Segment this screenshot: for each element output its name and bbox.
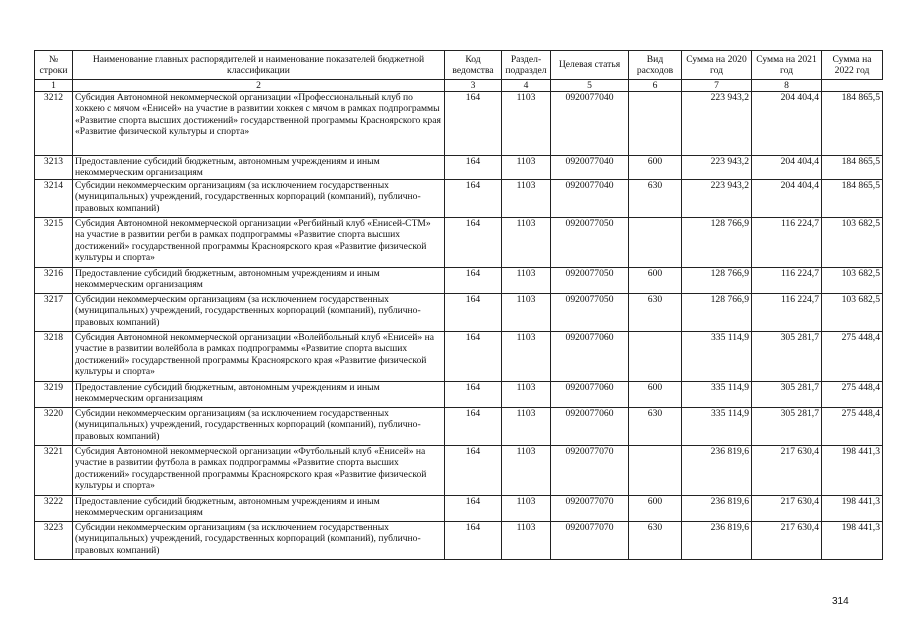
row-target-article: 0920077040 [551,92,629,156]
row-target-article: 0920077060 [551,382,629,408]
row-section: 1103 [502,180,551,218]
row-name: Субсидия Автономной некоммерческой организации «Профессиональный клуб по хоккею с мячом «Енисей» на участие в развитии хоккея с мячом в рамках подпрограммы «Развитие спорта высших достижений» государственной программы Красноярского края «Развитие физической культуры и спорта» [73,92,445,156]
row-sum-2021: 217 630,4 [752,446,822,496]
row-sum-2021: 305 281,7 [752,408,822,446]
row-sum-2022: 275 448,4 [822,382,883,408]
row-sum-2021: 217 630,4 [752,522,822,560]
row-sum-2022: 103 682,5 [822,218,883,268]
table-row [35,332,883,382]
row-number: 3215 [35,218,73,268]
row-number: 3220 [35,408,73,446]
row-sum-2020: 335 114,9 [682,332,752,382]
row-department-code: 164 [445,294,502,332]
budget-table [34,50,883,560]
row-section: 1103 [502,268,551,294]
header-expense-type: Вид расходов [629,51,682,80]
row-number: 3214 [35,180,73,218]
column-number: 3 [445,80,502,92]
row-section: 1103 [502,294,551,332]
row-department-code: 164 [445,446,502,496]
table-row [35,268,883,294]
row-number: 3219 [35,382,73,408]
table-row [35,522,883,560]
row-section: 1103 [502,382,551,408]
row-sum-2020: 223 943,2 [682,180,752,218]
row-expense-type: 600 [629,268,682,294]
row-name: Субсидии некоммерческим организациям (за исключением государственных (муниципальных) учреждений, государственных корпораций (компаний), публично-правовых компаний) [73,408,445,446]
row-sum-2021: 204 404,4 [752,156,822,180]
table-row [35,156,883,180]
row-target-article: 0920077050 [551,218,629,268]
table-row [35,496,883,522]
row-sum-2021: 204 404,4 [752,92,822,156]
row-sum-2020: 128 766,9 [682,268,752,294]
row-name: Субсидии некоммерческим организациям (за исключением государственных (муниципальных) учреждений, государственных корпораций (компаний), публично-правовых компаний) [73,294,445,332]
row-name: Предоставление субсидий бюджетным, автономным учреждениям и иным некоммерческим организациям [73,496,445,522]
row-name: Субсидия Автономной некоммерческой организации «Волейбольный клуб «Енисей» на участие в развитии волейбола в рамках подпрограммы «Развитие спорта высших достижений» государственной программы Красноярского края «Развитие физической культуры и спорта» [73,332,445,382]
row-sum-2020: 223 943,2 [682,156,752,180]
row-section: 1103 [502,408,551,446]
row-target-article: 0920077050 [551,294,629,332]
row-expense-type: 630 [629,522,682,560]
row-target-article: 0920077040 [551,180,629,218]
row-sum-2022: 184 865,5 [822,156,883,180]
row-sum-2022: 275 448,4 [822,332,883,382]
table-row [35,218,883,268]
row-sum-2020: 335 114,9 [682,408,752,446]
row-number: 3216 [35,268,73,294]
row-target-article: 0920077070 [551,522,629,560]
row-section: 1103 [502,496,551,522]
page-number: 314 [832,596,849,607]
row-sum-2021: 116 224,7 [752,218,822,268]
row-name: Субсидия Автономной некоммерческой организации «Регбийный клуб «Енисей-СТМ» на участие в развитии регби в рамках подпрограммы «Развитие спорта высших достижений» государственной программы Красноярского края «Развитие физической культуры и спорта» [73,218,445,268]
row-sum-2020: 223 943,2 [682,92,752,156]
row-target-article: 0920077040 [551,156,629,180]
row-number: 3223 [35,522,73,560]
row-department-code: 164 [445,522,502,560]
row-target-article: 0920077060 [551,332,629,382]
row-section: 1103 [502,332,551,382]
row-sum-2020: 128 766,9 [682,218,752,268]
row-sum-2022: 198 441,3 [822,496,883,522]
row-department-code: 164 [445,332,502,382]
row-expense-type: 600 [629,496,682,522]
table-row [35,294,883,332]
row-expense-type: 600 [629,382,682,408]
header-section: Раздел-подраздел [502,51,551,80]
row-number: 3213 [35,156,73,180]
row-department-code: 164 [445,92,502,156]
row-expense-type: 600 [629,156,682,180]
row-number: 3212 [35,92,73,156]
column-number: 8 [752,80,822,92]
row-number: 3222 [35,496,73,522]
row-section: 1103 [502,522,551,560]
row-sum-2020: 236 819,6 [682,522,752,560]
row-sum-2022: 103 682,5 [822,294,883,332]
table-row [35,446,883,496]
row-target-article: 0920077070 [551,496,629,522]
column-number: 6 [629,80,682,92]
row-expense-type [629,332,682,382]
row-sum-2020: 236 819,6 [682,446,752,496]
row-sum-2022: 103 682,5 [822,268,883,294]
row-name: Предоставление субсидий бюджетным, автономным учреждениям и иным некоммерческим организациям [73,156,445,180]
row-sum-2022: 198 441,3 [822,446,883,496]
row-name: Субсидии некоммерческим организациям (за исключением государственных (муниципальных) учреждений, государственных корпораций (компаний), публично-правовых компаний) [73,522,445,560]
row-sum-2021: 204 404,4 [752,180,822,218]
row-department-code: 164 [445,382,502,408]
header-sum-2020: Сумма на 2020 год [682,51,752,80]
header-sum-2021: Сумма на 2021 год [752,51,822,80]
row-number: 3218 [35,332,73,382]
row-number: 3221 [35,446,73,496]
row-sum-2020: 128 766,9 [682,294,752,332]
header-name: Наименование главных распорядителей и наименование показателей бюджетной классификации [73,51,445,80]
row-name: Субсидия Автономной некоммерческой организации «Футбольный клуб «Енисей» на участие в развитии футбола в рамках подпрограммы «Развитие спорта высших достижений» государственной программы Красноярского края «Развитие физической культуры и спорта» [73,446,445,496]
table-row [35,92,883,156]
row-name: Предоставление субсидий бюджетным, автономным учреждениям и иным некоммерческим организациям [73,382,445,408]
row-sum-2020: 335 114,9 [682,382,752,408]
row-expense-type [629,218,682,268]
row-sum-2022: 184 865,5 [822,92,883,156]
header-target-article: Целевая статья [551,51,629,80]
row-expense-type: 630 [629,180,682,218]
row-department-code: 164 [445,180,502,218]
row-department-code: 164 [445,218,502,268]
header-department-code: Код ведомства [445,51,502,80]
table-row [35,408,883,446]
column-number: 7 [682,80,752,92]
row-sum-2021: 116 224,7 [752,294,822,332]
row-department-code: 164 [445,268,502,294]
row-section: 1103 [502,92,551,156]
row-sum-2021: 217 630,4 [752,496,822,522]
row-sum-2021: 116 224,7 [752,268,822,294]
row-expense-type: 630 [629,294,682,332]
header-row-number: № строки [35,51,73,80]
header-row [35,51,883,80]
row-name: Субсидии некоммерческим организациям (за исключением государственных (муниципальных) учреждений, государственных корпораций (компаний), публично-правовых компаний) [73,180,445,218]
row-sum-2022: 184 865,5 [822,180,883,218]
column-number: 2 [73,80,445,92]
row-number: 3217 [35,294,73,332]
header-sum-2022: Сумма на 2022 год [822,51,883,80]
row-expense-type [629,92,682,156]
row-department-code: 164 [445,408,502,446]
row-expense-type: 630 [629,408,682,446]
row-department-code: 164 [445,156,502,180]
row-sum-2022: 198 441,3 [822,522,883,560]
column-number: 1 [35,80,73,92]
row-target-article: 0920077060 [551,408,629,446]
row-name: Предоставление субсидий бюджетным, автономным учреждениям и иным некоммерческим организациям [73,268,445,294]
row-department-code: 164 [445,496,502,522]
table-row [35,180,883,218]
row-sum-2020: 236 819,6 [682,496,752,522]
row-sum-2021: 305 281,7 [752,332,822,382]
row-expense-type [629,446,682,496]
row-target-article: 0920077050 [551,268,629,294]
column-number: 4 [502,80,551,92]
table-row [35,382,883,408]
row-section: 1103 [502,218,551,268]
column-number: 5 [551,80,629,92]
row-section: 1103 [502,446,551,496]
row-sum-2022: 275 448,4 [822,408,883,446]
row-sum-2021: 305 281,7 [752,382,822,408]
row-section: 1103 [502,156,551,180]
column-number-row [35,80,883,92]
row-target-article: 0920077070 [551,446,629,496]
